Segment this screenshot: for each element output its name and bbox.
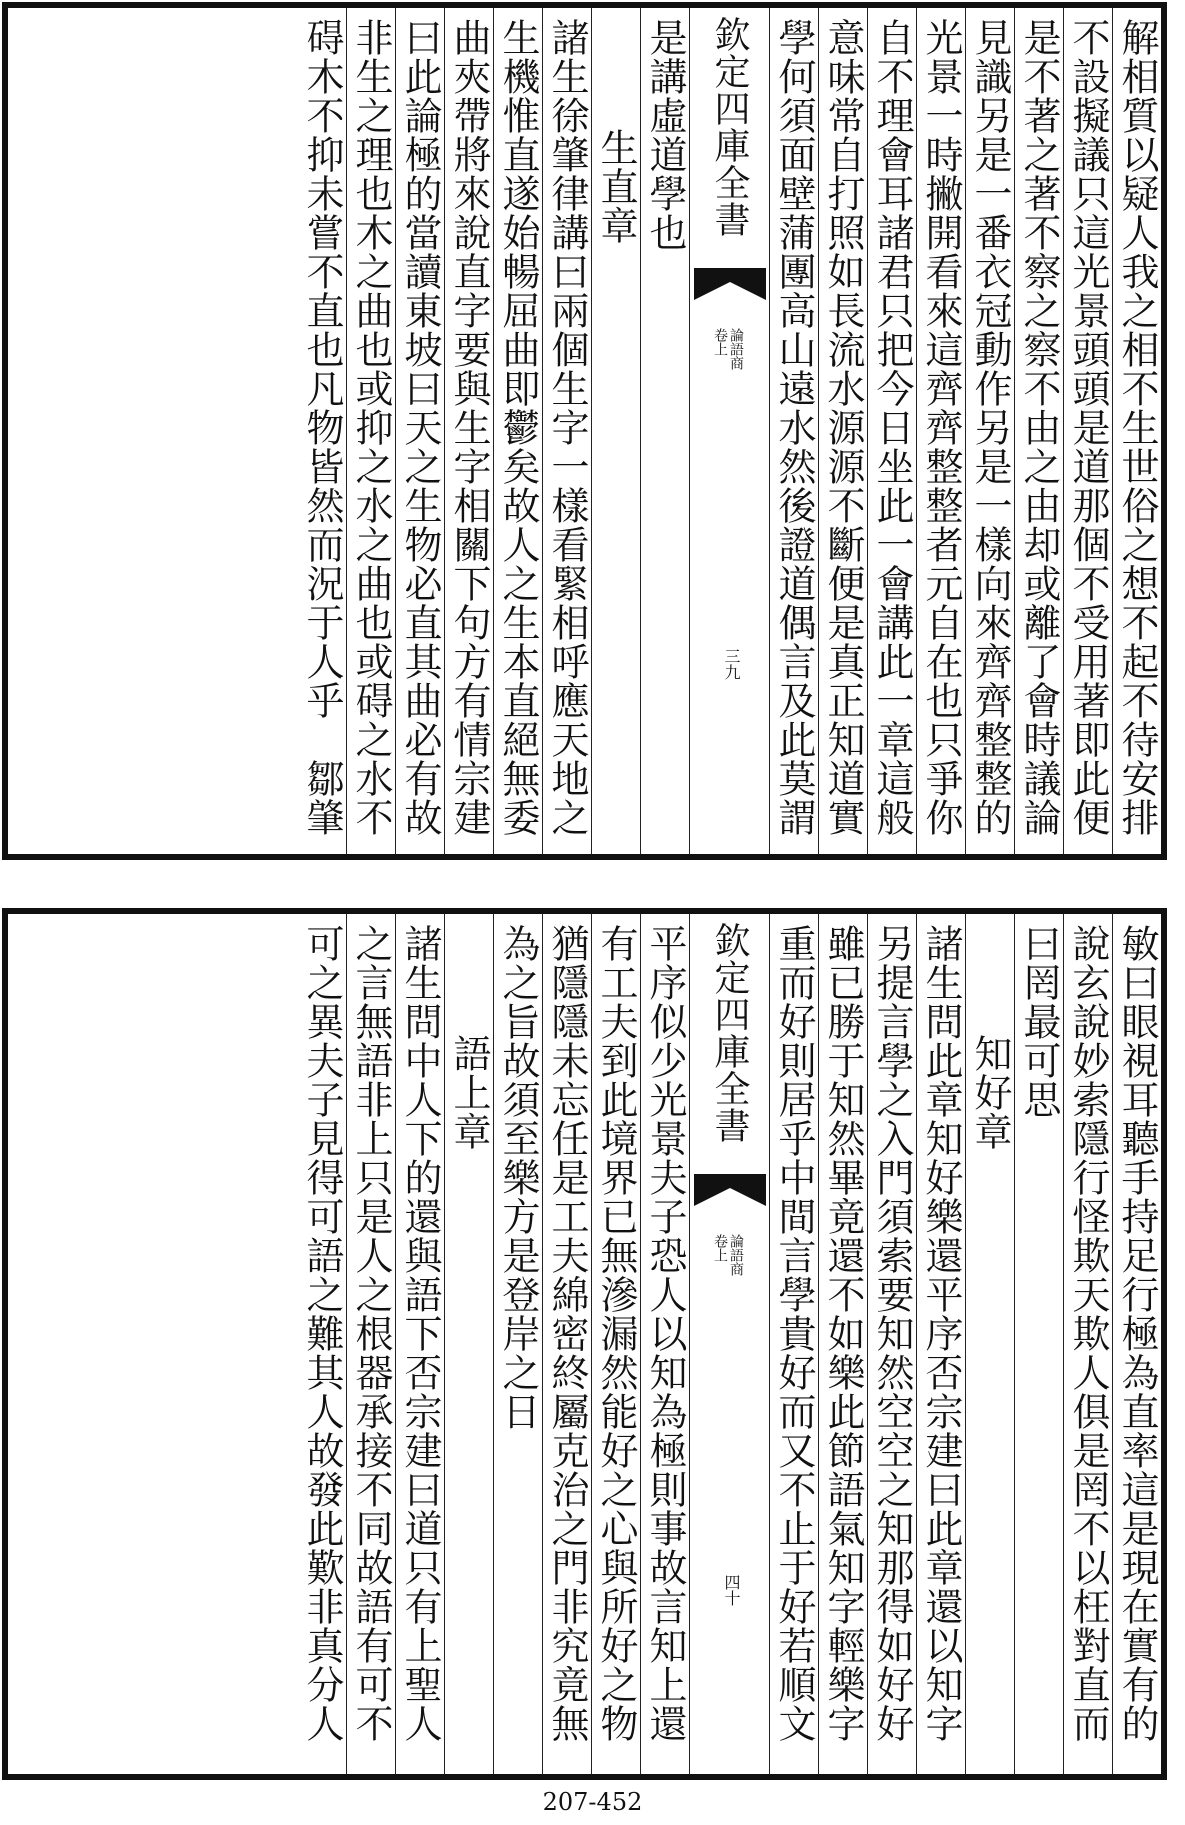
section-label: 論語商 卷上 <box>712 1234 744 1276</box>
text-column: 諸生徐肇律講曰兩個生字一樣看緊相呼應天地之 <box>542 8 591 854</box>
text-column: 諸生問中人下的還與語下否宗建曰道只有上聖人 <box>395 914 444 1774</box>
fish-tail-mark-icon <box>692 266 768 302</box>
text-column: 曰罔最可思 <box>1014 914 1063 1774</box>
text-column: 生機惟直遂始暢屈曲即鬱矣故人之生本直絕無委 <box>493 8 542 854</box>
page-top <box>2 2 1167 860</box>
chapter-heading: 知好章 <box>965 914 1014 1774</box>
text-column: 猶隱隱未忘任是工夫綿密終屬克治之門非究竟無 <box>542 914 591 1774</box>
folio-number: 四十 <box>722 1574 741 1606</box>
text-column: 曰此論極的當讀東坡曰天之生物必直其曲必有故 <box>395 8 444 854</box>
center-margin <box>689 914 769 1774</box>
page-bottom <box>2 908 1167 1780</box>
chapter-heading: 生直章 <box>591 8 640 854</box>
folio-number: 三九 <box>722 648 741 680</box>
text-column: 碍木不抑未嘗不直也凡物皆然而況于人乎 鄒肇 <box>300 18 344 837</box>
book-title: 欽定四庫全書 <box>709 16 750 238</box>
text-column: 光景一時撇開看來這齊齊整整者元自在也只爭你 <box>916 8 965 854</box>
center-margin <box>689 8 769 854</box>
page-code: 207-452 <box>542 1788 643 1816</box>
text-column: 學何須面壁蒲團高山遠水然後證道偶言及此莫謂 <box>769 8 818 854</box>
text-column: 不設擬議只這光景頭頭是道那個不受用著即此便 <box>1063 8 1112 854</box>
chapter-heading: 語上章 <box>444 914 493 1774</box>
text-column: 自不理會耳諸君只把今日坐此一會講此一章這般 <box>867 8 916 854</box>
text-column: 是不著之著不察之察不由之由却或離了會時議論 <box>1014 8 1063 854</box>
text-column: 曲夾帶將來說直字要與生字相關下句方有情宗建 <box>444 8 493 854</box>
text-column: 平序似少光景夫子恐人以知為極則事故言知上還 <box>640 914 689 1774</box>
text-column: 見識另是一番衣冠動作另是一樣向來齊齊整整的 <box>965 8 1014 854</box>
section-label: 論語商 卷上 <box>712 328 744 370</box>
fish-tail-mark-icon <box>692 1172 768 1208</box>
text-column: 有工夫到此境界已無滲漏然能好之心與所好之物 <box>591 914 640 1774</box>
text-column: 說玄說妙索隱行怪欺天欺人俱是罔不以枉對直而 <box>1063 914 1112 1774</box>
text-column: 敏曰眼視耳聽手持足行極為直率這是現在實有的 <box>1112 914 1161 1774</box>
text-column: 解相質以疑人我之相不生世俗之想不起不待安排 <box>1112 8 1161 854</box>
text-column: 雖已勝于知然畢竟還不如樂此節語氣知字輕樂字 <box>818 914 867 1774</box>
book-title: 欽定四庫全書 <box>709 922 750 1144</box>
text-column: 另提言學之入門須索要知然空空之知那得如好好 <box>867 914 916 1774</box>
text-column: 諸生問此章知好樂還平序否宗建曰此章還以知字 <box>916 914 965 1774</box>
text-column: 意味常自打照如長流水源源不斷便是真正知道實 <box>818 8 867 854</box>
text-column: 是講虛道學也 <box>640 8 689 854</box>
text-column: 非生之理也木之曲也或抑之水之曲也或碍之水不 <box>346 8 395 854</box>
text-column: 重而好則居乎中間言學貴好而又不止于好若順文 <box>769 914 818 1774</box>
text-column: 之言無語非上只是人之根器承接不同故語有可不 <box>346 914 395 1774</box>
text-column: 可之異夫子見得可語之難其人故發此歎非真分人 <box>300 924 344 1743</box>
text-column: 為之旨故須至樂方是登岸之日 <box>493 914 542 1774</box>
